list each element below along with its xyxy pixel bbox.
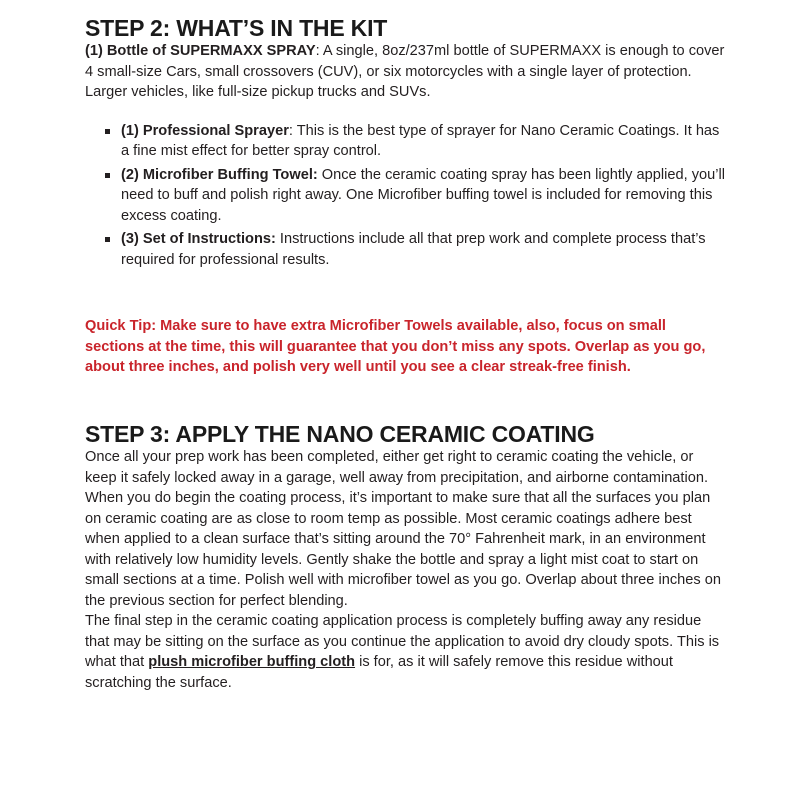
- list-item-text: Instructions include all that prep work and complete process that’s required for professional results.: [121, 231, 706, 268]
- list-item-text: Once the ceramic coating spray has been lightly applied, you’ll need to buff and polish right away. One Microfiber buffing towel is included for removing this excess coating.: [121, 166, 725, 224]
- step-2-heading: STEP 2: WHAT’S IN THE KIT: [85, 15, 388, 41]
- step-3-heading: STEP 3: APPLY THE NANO CERAMIC COATING: [85, 420, 595, 447]
- list-item-bold-lead: (3) Set of Instructions:: [121, 231, 276, 248]
- list-item: [85, 229, 725, 270]
- step-2-intro-paragraph: [85, 41, 725, 103]
- list-item: [85, 165, 725, 227]
- paragraph-3-before-text: The final step in the ceramic coating application process is completely buffing away any residue that may be sitting on the surface as you continue the application to avoid dry cloudy spots. This is what that: [85, 613, 720, 671]
- intro-bold-lead: (1) Bottle of SUPERMAXX SPRAY: [85, 43, 316, 60]
- plush-microfiber-buffing-cloth-underlined-phrase: plush microfiber buffing cloth: [148, 654, 356, 671]
- step-3-section: [85, 422, 725, 693]
- square-bullet-icon: [105, 237, 110, 242]
- intro-rest-text: : A single, 8oz/237ml bottle of SUPERMAXX is enough to cover 4 small-size Cars, small crossovers (CUV), or six motorcycles with a single layer of protection. Larger vehicles, like full-size pickup trucks and SUVs.: [85, 43, 725, 101]
- step-3-paragraph-2: When you do begin the coating process, it’s important to make sure that all the surfaces you plan on ceramic coating are as close to room temp as possible. Most ceramic coatings adhere best when applied to a clean surface that’s sitting around the 70° Fahrenheit mark, in an environment with relatively low humidity levels. Gently shake the bottle and spray a light mist coat to start on small sections at a time. Polish well with microfiber towel as you go. Overlap about three inches on the previous section for perfect blending.: [85, 490, 721, 609]
- square-bullet-icon: [105, 129, 110, 134]
- list-item-bold-lead: (1) Professional Sprayer: [121, 122, 289, 139]
- step-3-paragraph-3: [85, 611, 725, 693]
- list-item: [85, 121, 725, 162]
- list-item-bold-lead: (2) Microfiber Buffing Towel:: [121, 166, 318, 183]
- document-content-column: [85, 0, 725, 693]
- step-3-paragraph-1: Once all your prep work has been completed, either get right to ceramic coating the vehicle, or keep it safely locked away in a garage, well away from precipitation, and airborne contamination.: [85, 449, 709, 486]
- quick-tip-callout: Quick Tip: Make sure to have extra Microfiber Towels available, also, focus on small sections at the time, this will guarantee that you don’t miss any spots. Overlap as you go, about three inches, and polish very well until you see a clear streak-free finish.: [85, 318, 706, 376]
- kit-contents-list: [85, 121, 725, 271]
- list-item-text: : This is the best type of sprayer for Nano Ceramic Coatings. It has a fine mist effect for better spray control.: [121, 122, 720, 160]
- square-bullet-icon: [105, 173, 110, 178]
- paragraph-3-after-text: is for, as it will safely remove this residue without scratching the surface.: [85, 654, 673, 691]
